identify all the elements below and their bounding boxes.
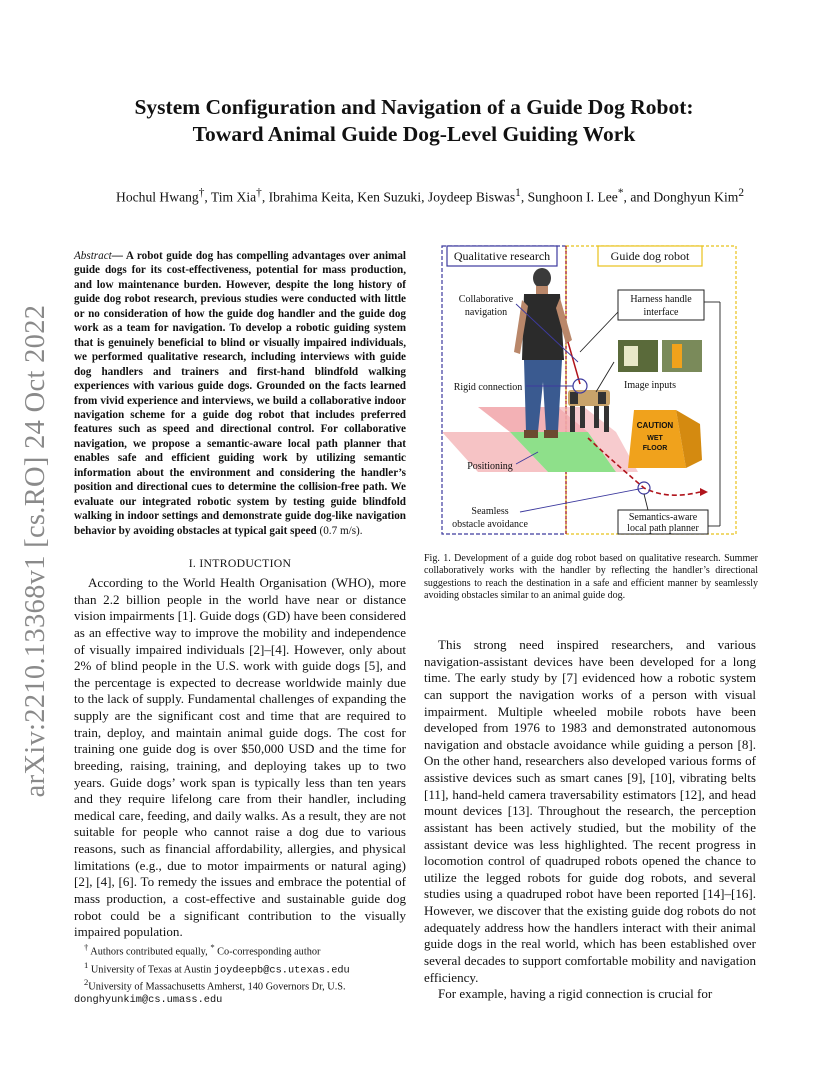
abstract-speed: (0.7 m/s). bbox=[319, 524, 363, 537]
section-heading: I. INTRODUCTION bbox=[188, 557, 292, 570]
title-line-1: System Configuration and Navigation of a Guide Dog Robot: bbox=[134, 95, 694, 119]
right-paragraph-2: For example, having a rigid connection is crucial for bbox=[438, 986, 713, 1002]
footnote-1-symbol: † bbox=[84, 942, 89, 952]
abstract-lead: Abstract bbox=[74, 250, 112, 262]
camera-arrow bbox=[596, 362, 614, 392]
author-5-mark: 2 bbox=[738, 187, 744, 199]
author-2: , Tim Xia bbox=[204, 189, 257, 205]
footnote-1-text: Authors contributed equally, bbox=[88, 946, 211, 958]
footnote-1-text-b: Co-corresponding author bbox=[214, 946, 321, 958]
footnote-3-text: University of Massachusetts Amherst, 140 Governors Dr, U.S. bbox=[88, 981, 346, 993]
footnote-3-email-line bbox=[74, 994, 406, 1006]
collab-label-2: navigation bbox=[464, 307, 508, 318]
qualitative-header: Qualitative research bbox=[453, 249, 551, 263]
footnotes bbox=[74, 941, 406, 1006]
positioning-label: Positioning bbox=[467, 461, 513, 472]
semantics-label-2: local path planner bbox=[627, 523, 699, 534]
path-arrowhead bbox=[700, 488, 708, 496]
abstract-dash: — bbox=[111, 250, 126, 262]
footnote-2-email[interactable]: joydeepb@cs.utexas.edu bbox=[213, 964, 350, 977]
arxiv-id: arXiv:2210.13368v1 [cs.RO] 24 Oct 2022 bbox=[20, 304, 51, 798]
sign-line-1: CAUTION bbox=[636, 421, 674, 430]
wet-floor-sign bbox=[628, 410, 702, 468]
paper-title bbox=[60, 94, 768, 148]
title-line-2: Toward Animal Guide Dog-Level Guiding Work bbox=[192, 122, 636, 146]
harness-arrow bbox=[580, 312, 618, 352]
author-4: , Sunghoon I. Lee bbox=[520, 189, 618, 205]
intro-column bbox=[74, 575, 406, 941]
right-paragraph-1: This strong need inspired researchers, and various navigation-assistant devices have been developed for a long time. The early study by [7] evidenced how a robotic system can support the navigation works of a person with visual impairment. Multiple wheeled mobile robots have been developed from 1976 to 1983 and demonstrated autonomous navigation and obstacle avoidance while guiding a person [8]. On the other hand, researchers also developed various forms of assistive devices such as smart canes [9], [10], vibrating belts [11], hand-held camera traversability estimators [12], and head mount devices [13]. Throughout the research, the perception assistant has been actively studied, but the mobility of the assistant device was less highlighted. The recent progress in locomotion control of quadruped robots opened the chance to utilize the legged robots for guide dog robots, and several studies using a quadruped robot have been reported [14]–[16]. However, we discover that the existing guide dog robots do not adequately address how the handlers interact with their animal guide dogs in the real world, which has been established over several decades to support comfortable mobility and navigation efficiency. bbox=[424, 637, 756, 985]
author-2-mark: † bbox=[256, 187, 262, 199]
footnote-2 bbox=[74, 959, 406, 977]
sign-line-3: FLOOR bbox=[642, 445, 668, 452]
author-list bbox=[40, 187, 820, 206]
intro-paragraph: According to the World Health Organisation (WHO), more than 2.2 billion people in the world have near or distance vision impairments [1]. Guide dogs (GD) have been considered as an effective way to improve the mobility and independence of visually impaired individuals [2]–[4]. However, only about 2% of blind people in the U.S. work with guide dogs [5], and the percentage is expected to decrease worldwide mainly due to the lack of supply. Fundamental challenges of expanding the supply are the significant cost and time that are required to train, deploy, and maintain animal guide dogs. The cost for training one guide dog is over $50,000 USD and the time for breeding, raising, training, and deploying takes up to two years. Guide dogs’ work span is typically less than ten years and they require lifelong care from their handler, including medical care, feeding, and daily walks. As a result, they are not suitable for people who cannot raise a dog due to various reasons, such as financial affordability, allergies, and physical limitations (e.g., due to motor impairments or natural aging) [2], [4], [6]. To remedy the issues and embrace the potential of mass production, a cost-effective and sustainable guide dog robot could be a significant contribution to the visually impaired population. bbox=[74, 575, 406, 940]
author-4-mark: * bbox=[617, 187, 624, 199]
footnote-3 bbox=[74, 976, 406, 994]
harness-label-1: Harness handle bbox=[630, 294, 692, 305]
author-5: , and Donghyun Kim bbox=[623, 189, 739, 205]
seamless-label-1: Seamless bbox=[471, 506, 509, 517]
figure-1-diagram bbox=[438, 242, 740, 538]
footnote-1 bbox=[74, 941, 406, 959]
image-input-1-door bbox=[624, 346, 638, 366]
footnote-1-star: * bbox=[210, 942, 215, 952]
harness-label-2: interface bbox=[643, 307, 679, 318]
abstract bbox=[74, 249, 406, 538]
figure-1 bbox=[438, 242, 740, 538]
leash bbox=[568, 342, 580, 384]
author-1-mark: † bbox=[198, 187, 205, 199]
image-inputs-label: Image inputs bbox=[624, 380, 676, 391]
seamless-arrow bbox=[520, 488, 644, 512]
footnote-3-email[interactable]: donghyunkim@cs.umass.edu bbox=[74, 994, 223, 1007]
author-3: , Ibrahima Keita, Ken Suzuki, Joydeep Biswas bbox=[261, 189, 516, 205]
figure-caption: Fig. 1. Development of a guide dog robot based on qualitative research. Summer collaboratively works with the handler by reflecting the handler’s directional suggestions to reach the destination in a safe and efficient manner by seamlessly avoiding obstacles similar to an animal guide dog. bbox=[424, 553, 758, 602]
seamless-label-2: obstacle avoidance bbox=[452, 519, 528, 530]
sign-line-2: WET bbox=[647, 435, 663, 442]
semantics-label-1: Semantics-aware bbox=[628, 512, 698, 523]
author-1: Hochul Hwang bbox=[116, 189, 199, 205]
author-3-mark: 1 bbox=[515, 187, 521, 199]
footnote-2-text: University of Texas at Austin bbox=[88, 964, 214, 976]
right-column bbox=[424, 637, 756, 1003]
collab-label-1: Collaborative bbox=[458, 294, 514, 305]
robot-header: Guide dog robot bbox=[610, 249, 690, 263]
semantics-arrow bbox=[644, 494, 648, 510]
abstract-body: A robot guide dog has compelling advantages over animal guide dogs for its cost-effectiveness, potential for mass production, and low maintenance burden. However, despite the long history of guide dog robot research, previous studies were conducted with little or no consideration of how the guide dog handler and the guide dog work as a team for navigation. To develop a robotic guiding system that is genuinely beneficial to blind or visually impaired individuals, we performed qualitative research, including interviews with guide dog handlers and trainers and first-hand blindfold walking experiences with various guide dogs. Grounded on the facts learned from vivid experience and interviews, we build a collaborative indoor navigation scheme for a guide dog robot that includes preferred features such as speed and directional control. For collaborative navigation, we propose a semantic-aware local path planner that enables safe and efficient guiding work by utilizing semantic information about the environment and considering the handler’s position and directional cues to determine the collision-free path. We evaluate our integrated robotic system by testing guide blindfold walking in indoor settings and demonstrate guide dog-like navigation behavior by avoiding obstacles at typical gait speed bbox=[74, 250, 406, 537]
footnote-3-symbol: 2 bbox=[84, 977, 89, 988]
image-input-2-sign bbox=[672, 344, 682, 368]
rigid-label: Rigid connection bbox=[453, 382, 523, 393]
arxiv-stamp bbox=[12, 286, 60, 816]
footnote-2-symbol: 1 bbox=[84, 959, 89, 970]
